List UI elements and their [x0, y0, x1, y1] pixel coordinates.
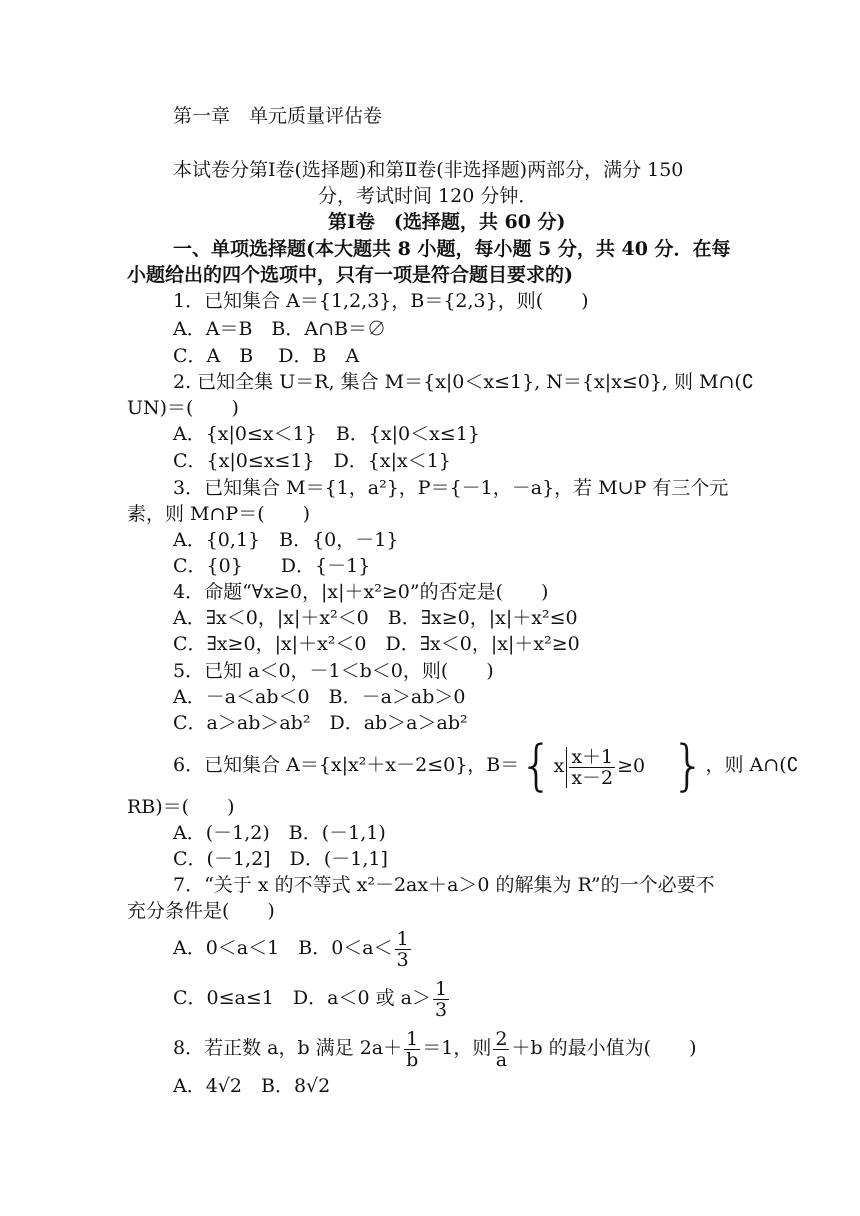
question-4-options-cd: C．∃x≥0，|x|＋x²＜0 D．∃x＜0，|x|＋x²≥0 — [173, 633, 580, 655]
question-3-stem-cont: 素，则 M∩P＝( ) — [127, 503, 311, 525]
fraction-numerator: 1 — [396, 927, 409, 950]
set-variable: x — [553, 755, 565, 777]
question-3-options-ab: A．{0,1} B．{0，－1} — [173, 529, 399, 551]
chapter-title: 第一章 单元质量评估卷 — [173, 105, 383, 127]
section-title: 第Ⅰ卷 (选择题，共 60 分) — [328, 211, 566, 233]
question-1-options-cd: C．A B D．B A — [173, 345, 360, 367]
question-7-options-ab-text: A．0＜a＜1 B．0＜a＜ — [173, 937, 393, 959]
question-2-stem-cont: UN)＝( ) — [127, 397, 239, 419]
fraction-denominator: 3 — [396, 948, 409, 971]
fraction-denominator: a — [495, 1048, 508, 1071]
set-fraction-numerator: x＋1 — [571, 745, 614, 768]
set-condition-tail: ≥0 — [617, 755, 646, 777]
question-5-stem: 5．已知 a＜0，－1＜b＜0，则( ) — [173, 660, 494, 682]
question-2-options-ab: A．{x|0≤x＜1} B．{x|0＜x≤1} — [173, 423, 480, 445]
fraction-denominator: b — [406, 1048, 419, 1071]
fraction-numerator: 2 — [495, 1027, 508, 1050]
question-4-options-ab: A．∃x＜0，|x|＋x²＜0 B．∃x≥0，|x|＋x²≤0 — [173, 607, 578, 629]
question-8-stem — [173, 1026, 697, 1070]
question-1-options-ab: A．A＝B B．A∩B＝∅ — [173, 318, 386, 340]
question-6-stem — [173, 735, 799, 795]
question-8-stem-b: ＝1，则 — [422, 1037, 492, 1059]
fraction-numerator: 1 — [434, 977, 448, 1000]
part1-heading-line1: 一、单项选择题(本大题共 8 小题，每小题 5 分，共 40 分．在每 — [173, 238, 731, 260]
question-2-stem: 2. 已知全集 U＝R, 集合 M＝{x|0＜x≤1}, N＝{x|x≤0}, 则 M∩(∁ — [173, 371, 754, 393]
question-5-options-ab: A．－a＜ab＜0 B．－a＞ab＞0 — [173, 686, 466, 708]
exam-intro-line1: 本试卷分第Ⅰ卷(选择题)和第Ⅱ卷(非选择题)两部分，满分 150 — [173, 159, 684, 181]
fraction-one-third — [433, 979, 449, 1020]
question-8-stem-a: 8．若正数 a，b 满足 2a＋ — [173, 1037, 403, 1059]
question-6-stem-after: ，则 A∩(∁ — [705, 754, 799, 776]
set-brace-left: { — [519, 734, 554, 797]
fraction-numerator: 1 — [404, 1029, 420, 1050]
question-6-options-cd: C．(－1,2] D．(－1,1] — [173, 848, 388, 870]
question-6-options-ab: A．(－1,2) B．(－1,1) — [173, 822, 386, 844]
question-7-options-ab — [173, 926, 413, 970]
question-7-options-cd-text: C．0≤a≤1 D．a＜0 或 a＞ — [173, 987, 431, 1009]
question-8-options-ab: A．4√2 B．8√2 — [173, 1075, 331, 1097]
question-3-options-cd: C．{0} D．{－1} — [173, 555, 371, 577]
set-fraction — [566, 747, 615, 788]
exam-intro-line2: 分，考试时间 120 分钟． — [318, 185, 538, 207]
question-7-options-cd — [173, 976, 451, 1020]
question-2-options-cd: C．{x|0≤x≤1} D．{x|x＜1} — [173, 450, 451, 472]
question-6-stem-before: 6．已知集合 A＝{x|x²＋x－2≤0}，B＝ — [173, 754, 520, 776]
question-8-stem-c: ＋b 的最小值为( ) — [511, 1037, 697, 1059]
set-builder-b — [554, 736, 646, 796]
fraction-one-third — [395, 929, 411, 970]
question-6-stem-cont: RB)＝( ) — [127, 796, 235, 818]
fraction-one-over-b — [404, 1029, 420, 1070]
fraction-denominator: 3 — [434, 998, 448, 1021]
fraction-two-over-a — [493, 1029, 509, 1070]
set-brace-right: } — [671, 734, 706, 797]
question-1-stem: 1．已知集合 A＝{1,2,3}，B＝{2,3}，则( ) — [173, 290, 589, 312]
question-5-options-cd: C．a＞ab＞ab² D．ab＞a＞ab² — [173, 712, 468, 734]
question-3-stem: 3．已知集合 M＝{1，a²}，P＝{－1，－a}，若 M∪P 有三个元 — [173, 477, 729, 499]
question-4-stem: 4．命题“∀x≥0，|x|＋x²≥0”的否定是( ) — [173, 581, 549, 603]
part1-heading-line2: 小题给出的四个选项中，只有一项是符合题目要求的) — [127, 264, 573, 286]
set-fraction-denominator: x－2 — [571, 766, 614, 789]
question-7-stem: 7．“关于 x 的不等式 x²－2ax＋a＞0 的解集为 R”的一个必要不 — [173, 874, 715, 896]
question-7-stem-cont: 充分条件是( ) — [127, 900, 275, 922]
